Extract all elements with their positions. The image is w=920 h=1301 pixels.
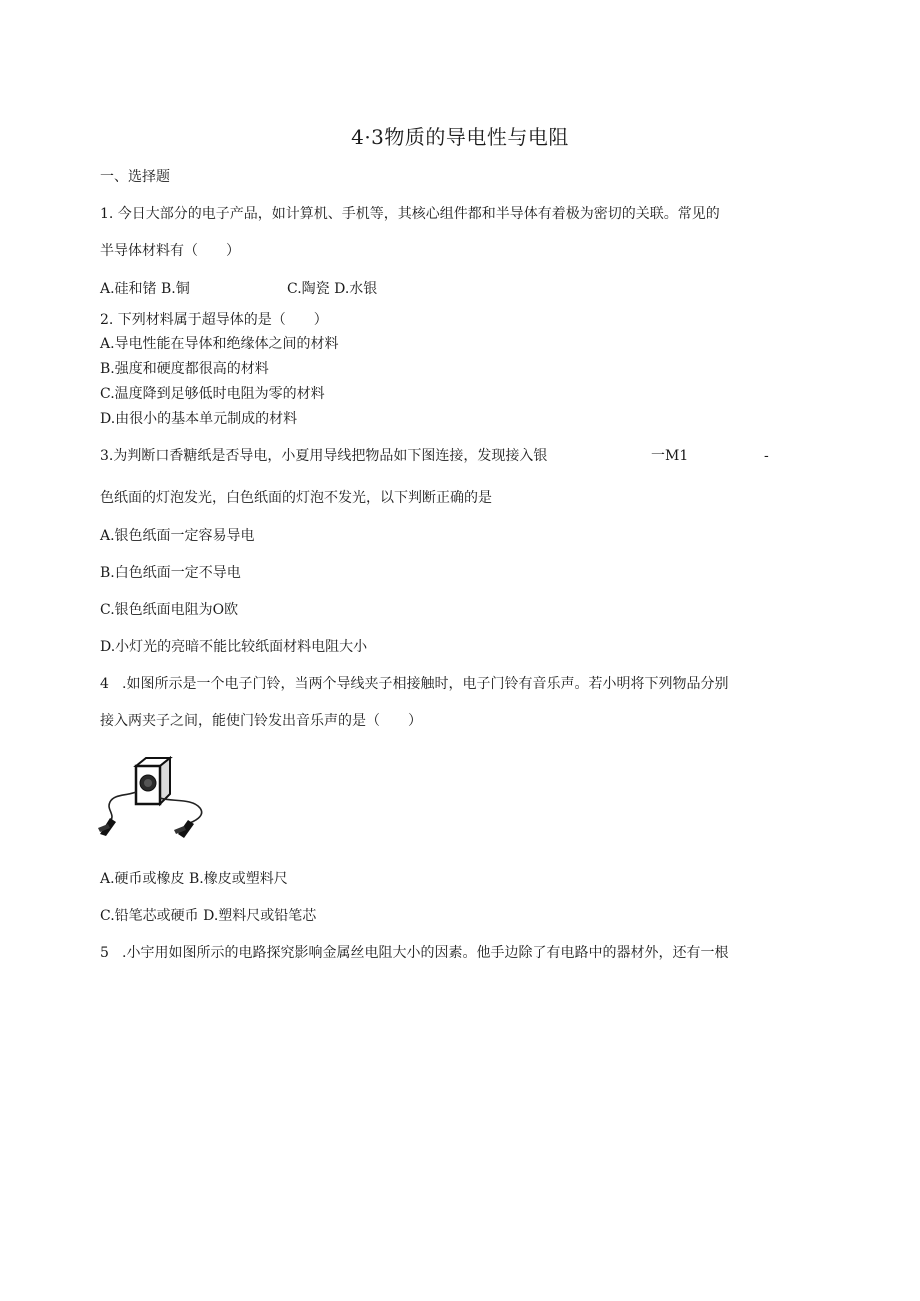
q5-stem-line1: .小宇用如图所示的电路探究影响金属丝电阻大小的因素。他手边除了有电路中的器材外，还有一根 — [122, 945, 729, 961]
q1-stem-line1: 1. 今日大部分的电子产品，如计算机、手机等，其核心组件都和半导体有着极为密切的关联。常见的 — [100, 206, 720, 222]
q1-option-ab: A.硅和锗 B.铜 — [100, 281, 190, 297]
q4-option-cd: C.铅笔芯或硬币 D.塑料尺或铅笔芯 — [100, 908, 317, 924]
q3-option-c: C.银色纸面电阻为O欧 — [100, 602, 239, 618]
q5-number: 5 — [100, 945, 109, 961]
q3-option-a: A.银色纸面一定容易导电 — [100, 528, 255, 544]
q1-stem-line2: 半导体材料有（ ） — [100, 243, 240, 259]
section-heading: 一、选择题 — [100, 169, 170, 185]
q4-stem-line1: .如图所示是一个电子门铃，当两个导线夹子相接触时，电子门铃有音乐声。若小明将下列物品分别 — [122, 676, 729, 692]
q1-option-cd: C.陶瓷 D.水银 — [287, 281, 378, 297]
doorbell-figure — [96, 752, 212, 842]
q3-option-b: B.白色纸面一定不导电 — [100, 565, 241, 581]
q3-stem-line2: 色纸面的灯泡发光，白色纸面的灯泡不发光，以下判断正确的是 — [100, 490, 492, 506]
q3-option-d: D.小灯光的亮暗不能比较纸面材料电阻大小 — [100, 639, 368, 655]
speaker-center-icon — [144, 779, 152, 787]
q2-option-b: B.强度和硬度都很高的材料 — [100, 361, 269, 377]
right-wire — [160, 798, 202, 824]
q2-option-c: C.温度降到足够低时电阻为零的材料 — [100, 386, 325, 402]
q2-option-a: A.导电性能在导体和绝缘体之间的材料 — [100, 336, 339, 352]
q4-stem-line2: 接入两夹子之间，能使门铃发出音乐声的是（ ） — [100, 713, 422, 729]
q2-option-d: D.由很小的基本单元制成的材料 — [100, 411, 298, 427]
page-title: 4·3物质的导电性与电阻 — [351, 125, 569, 149]
q3-figure-label-m1: 一M1 — [651, 448, 689, 464]
q4-option-ab: A.硬币或橡皮 B.橡皮或塑料尺 — [100, 871, 288, 887]
q4-number: 4 — [100, 676, 109, 692]
q3-figure-label-dash: - — [764, 448, 769, 464]
q2-stem: 2. 下列材料属于超导体的是（ ） — [100, 312, 328, 328]
left-wire — [109, 792, 136, 822]
q3-stem-line1: 3.为判断口香糖纸是否导电，小夏用导线把物品如下图连接，发现接入银 — [100, 448, 548, 464]
doorbell-box-side — [160, 758, 170, 804]
